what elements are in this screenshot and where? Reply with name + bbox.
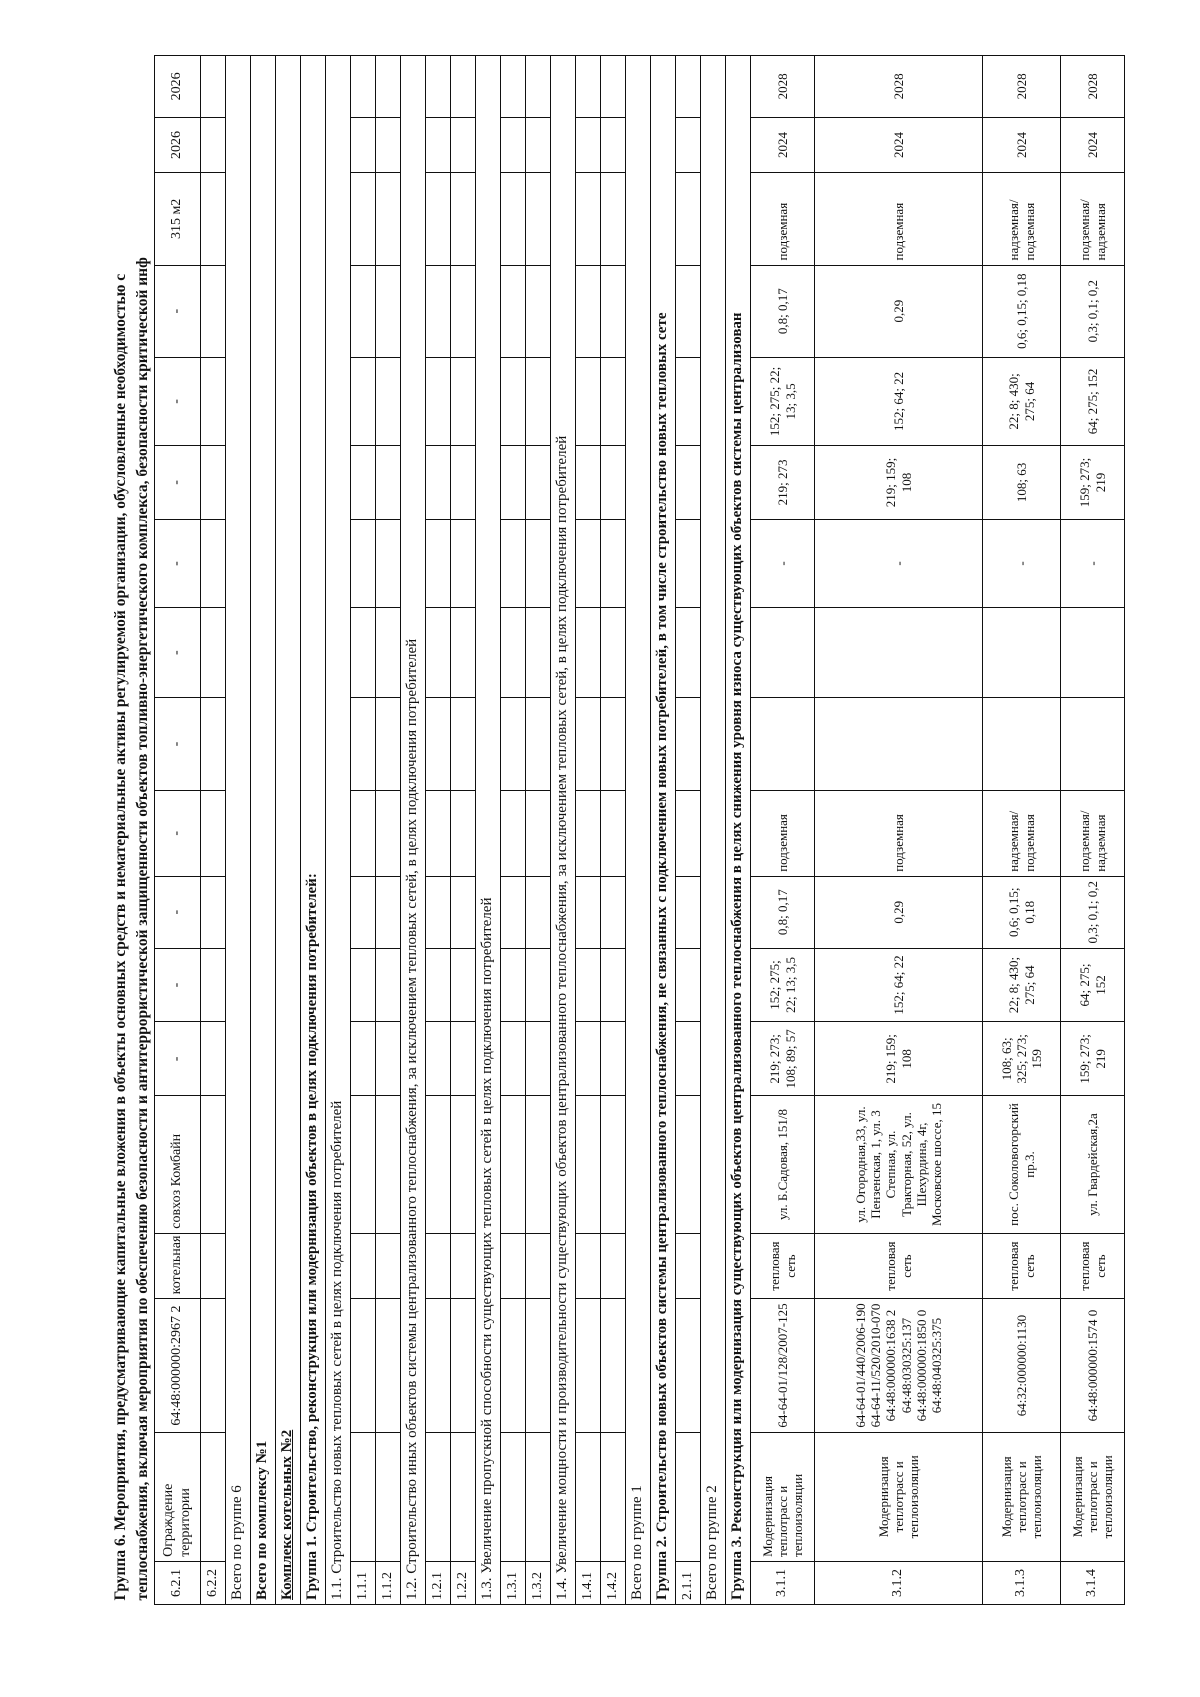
address: ул. Огородная,33, ул. Пензенская, 1, ул. 3 Степная, ул. Тракторная, 52, ул. Шехурдина, 4г, Московское шоссе, 15: [815, 1096, 983, 1233]
year-cell: 2026: [155, 117, 201, 172]
row-number: 6.2.1: [155, 1561, 201, 1604]
cadastral-number: 64:48:000000:1574 0: [1061, 1299, 1125, 1432]
group6-header-line1: Группа 6. Мероприятия, предусматривающие капитальные вложения в объекты основных средств и нематериальные активы регулируемой организации, обусловленные необходимостью с: [111, 273, 129, 1601]
cell: 2028: [983, 56, 1061, 118]
row-number: 1.1.2: [376, 1561, 401, 1604]
rotated-table-container: [110, 55, 1116, 1605]
cell: 0,8; 0,17: [751, 876, 815, 948]
cell: -: [155, 446, 201, 520]
cadastral-number: 64:48:000000:2967 2: [155, 1299, 201, 1432]
cell: подземная: [751, 790, 815, 876]
cell: 0,6; 0,15; 0,18: [983, 265, 1061, 357]
cell: -: [155, 876, 201, 948]
cadastral-number: 64-64-01/440/2006-190 64-64-11/520/2010-070 64:48:000000:1638 2 64:48:030325:137 64:48:000000:1850 0 64:48:040325:375: [815, 1299, 983, 1432]
cell: 0,3; 0,1; 0,2: [1061, 265, 1125, 357]
cell: -: [1061, 519, 1125, 607]
address: ул. Б.Садовая, 151/8: [751, 1096, 815, 1233]
cell: 219; 159; 108: [815, 446, 983, 520]
total-group1: Всего по группе 1: [626, 56, 651, 1605]
cell: 2024: [815, 117, 983, 172]
group6-header-line2: теплоснабжения, включая мероприятия по обеспечению безопасности и антитеррористической защищенности объектов топливно-энергетического комплекса, безопасности критической инф: [133, 257, 151, 1601]
row-number: 3.1.3: [983, 1561, 1061, 1604]
measure-name: Модернизация теплотрасс и теплоизоляции: [815, 1432, 983, 1561]
complex-2-title: Комплекс котельных №2: [276, 56, 301, 1605]
object-type: тепловая сеть: [751, 1233, 815, 1299]
cell: -: [155, 1022, 201, 1096]
group1-title: Группа 1. Строительство, реконструкция или модернизация объектов в целях подключения потребителей:: [301, 56, 326, 1605]
cell: -: [751, 519, 815, 607]
cell: 2028: [1061, 56, 1125, 118]
cell: -: [155, 519, 201, 607]
cell: -: [155, 948, 201, 1022]
cell: 0,6; 0,15; 0,18: [983, 876, 1061, 948]
cell: 152; 64; 22: [815, 357, 983, 445]
row-number: 1.4.2: [601, 1561, 626, 1604]
cell: 159; 273; 219: [1061, 1022, 1125, 1096]
cell: 2024: [983, 117, 1061, 172]
cell: 0,8; 0,17: [751, 265, 815, 357]
row-number: 3.1.1: [751, 1561, 815, 1604]
address: пос. Соколовогорский пр.3.: [983, 1096, 1061, 1233]
cell: -: [155, 357, 201, 445]
group3-title: Группа 3. Реконструкция или модернизация существующих объектов централизованного теплоснабжения в целях снижения уровня износа существующих объектов системы централизован: [726, 56, 751, 1605]
object-type: тепловая сеть: [983, 1233, 1061, 1299]
section-1-2-title: 1.2. Строительство иных объектов системы централизованного теплоснабжения, за исключением тепловых сетей, в целях подключения потребителей: [401, 56, 426, 1605]
cell: -: [155, 790, 201, 876]
cell: 2024: [751, 117, 815, 172]
cell: 152; 64; 22: [815, 948, 983, 1022]
object-type: тепловая сеть: [1061, 1233, 1125, 1299]
group2-title: Группа 2. Строительство новых объектов системы централизованного теплоснабжения, не связанных с подключением новых потребителей, в том числе строительство новых тепловых сете: [651, 56, 676, 1605]
cell: -: [155, 698, 201, 790]
cell: подземная/ надземная: [1061, 173, 1125, 265]
cell: 22; 8; 430; 275; 64: [983, 948, 1061, 1022]
cell: подземная: [815, 173, 983, 265]
row-number: 3.1.2: [815, 1561, 983, 1604]
cadastral-number: 64-64-01/128/2007-125: [751, 1299, 815, 1432]
investment-program-table: [110, 55, 1125, 1605]
cell: 0,3; 0,1; 0,2: [1061, 876, 1125, 948]
cell: -: [983, 519, 1061, 607]
cell: -: [155, 265, 201, 357]
cell: 219; 273; 108; 89; 57: [751, 1022, 815, 1096]
measure-name: Модернизация теплотрасс и теплоизоляции: [983, 1432, 1061, 1561]
object-type: котельная: [155, 1233, 201, 1299]
cell: 64; 275; 152: [1061, 948, 1125, 1022]
row-number: 1.3.2: [526, 1561, 551, 1604]
address: совхоз Комбайн: [155, 1096, 201, 1233]
cell: подземная: [751, 173, 815, 265]
section-1-4-title: 1.4. Увеличение мощности и производительности существующих объектов централизованного теплоснабжения, за исключением тепловых сетей, в целях подключения потребителей: [551, 56, 576, 1605]
row-number: 6.2.2: [201, 1561, 226, 1604]
cell: 219; 159; 108: [815, 1022, 983, 1096]
measure-name: Модернизация теплотрасс и теплоизоляции: [1061, 1432, 1125, 1561]
cell: 152; 275; 22; 13; 3,5: [751, 357, 815, 445]
cell: 108; 63: [983, 446, 1061, 520]
total-group2: Всего по группе 2: [701, 56, 726, 1605]
cell: 2024: [1061, 117, 1125, 172]
cell: 2028: [815, 56, 983, 118]
cell: 2028: [751, 56, 815, 118]
cell: 0,29: [815, 876, 983, 948]
row-number: 3.1.4: [1061, 1561, 1125, 1604]
cell: подземная/ надземная: [1061, 790, 1125, 876]
measure-name: Модернизация теплотрасс и теплоизоляции: [751, 1432, 815, 1561]
cell: 219; 273: [751, 446, 815, 520]
address: ул. Гвардейская,2а: [1061, 1096, 1125, 1233]
cell: 22; 8; 430; 275; 64: [983, 357, 1061, 445]
cadastral-number: 64:32:000000:1130: [983, 1299, 1061, 1432]
cell: -: [155, 608, 201, 698]
section-1-3-title: 1.3. Увеличение пропускной способности существующих тепловых сетей в целях подключения потребителей: [476, 56, 501, 1605]
row-number: 1.2.2: [451, 1561, 476, 1604]
cell: 108; 63; 325; 273; 159: [983, 1022, 1061, 1096]
cell: -: [815, 519, 983, 607]
row-number: 1.4.1: [576, 1561, 601, 1604]
cell: 0,29: [815, 265, 983, 357]
row-number: 1.3.1: [501, 1561, 526, 1604]
total-complex-1: Всего по комплексу №1: [251, 56, 276, 1605]
cell: 315 м2: [155, 173, 201, 265]
cell: надземная/ подземная: [983, 173, 1061, 265]
cell: подземная: [815, 790, 983, 876]
year-cell: 2026: [155, 56, 201, 118]
row-number: 1.2.1: [426, 1561, 451, 1604]
row-number: 1.1.1: [351, 1561, 376, 1604]
total-group6: Всего по группе 6: [226, 56, 251, 1605]
row-number: 2.1.1: [676, 1561, 701, 1604]
cell: надземная/ подземная: [983, 790, 1061, 876]
section-1-1-title: 1.1. Строительство новых тепловых сетей в целях подключения потребителей: [326, 56, 351, 1605]
cell: 64; 275; 152: [1061, 357, 1125, 445]
object-type: тепловая сеть: [815, 1233, 983, 1299]
cell: 159; 273; 219: [1061, 446, 1125, 520]
cell: 152; 275; 22; 13; 3,5: [751, 948, 815, 1022]
measure-name: Ограждение территории: [155, 1432, 201, 1561]
